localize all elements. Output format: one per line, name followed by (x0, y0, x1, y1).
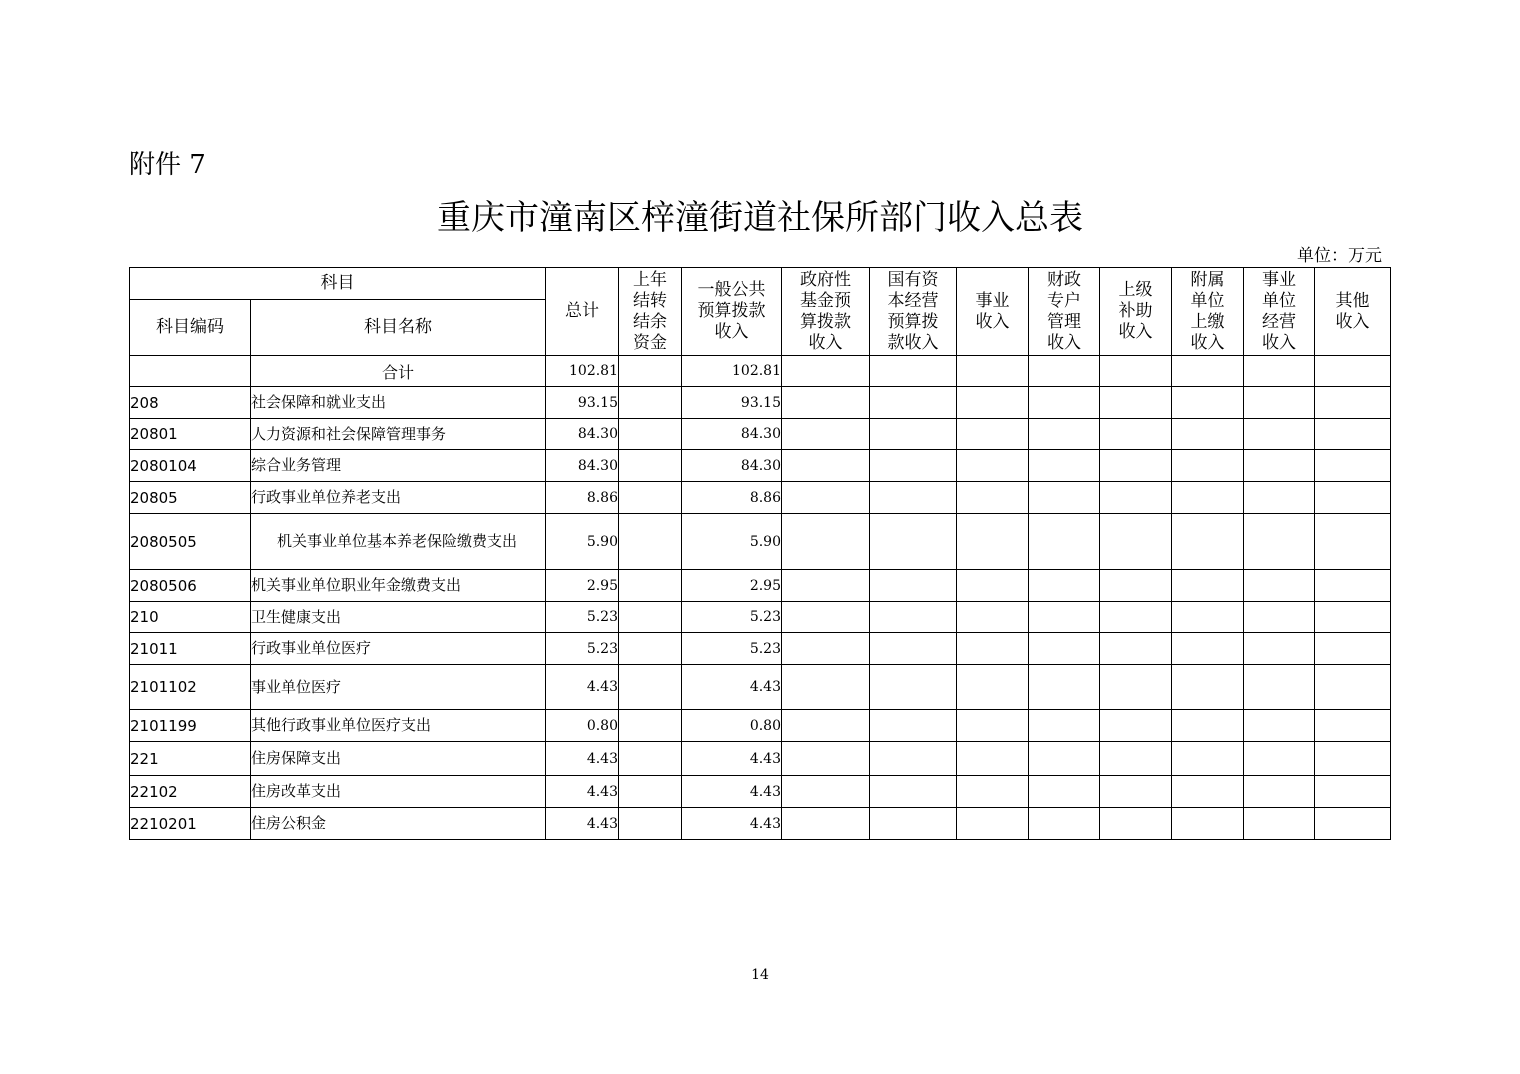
table-row: 210 卫生健康支出 5.23 5.23 (130, 602, 1391, 633)
header-fiscal-account: 财政专户管理收入 (1029, 268, 1100, 356)
unit-label: 单位：万元 (1297, 246, 1382, 266)
header-operating-income: 事业单位经营收入 (1244, 268, 1315, 356)
header-gov-fund: 政府性基金预算拨款收入 (782, 268, 870, 356)
table-row: 21011 行政事业单位医疗 5.23 5.23 (130, 633, 1391, 665)
table-row: 20801 人力资源和社会保障管理事务 84.30 84.30 (130, 419, 1391, 450)
total-general-value: 102.81 (682, 356, 782, 387)
header-general-budget: 一般公共预算拨款收入 (682, 268, 782, 356)
header-name: 科目名称 (251, 300, 546, 356)
table-row: 20805 行政事业单位养老支出 8.86 8.86 (130, 482, 1391, 514)
table-row: 2080506 机关事业单位职业年金缴费支出 2.95 2.95 (130, 570, 1391, 602)
table-row: 2210201 住房公积金 4.43 4.43 (130, 808, 1391, 840)
header-prior-carryover: 上年结转结余资金 (619, 268, 682, 356)
header-total: 总计 (546, 268, 619, 356)
header-state-capital: 国有资本经营预算拨款收入 (870, 268, 957, 356)
table-row: 221 住房保障支出 4.43 4.43 (130, 742, 1391, 776)
header-affiliated-turnover: 附属单位上缴收入 (1172, 268, 1244, 356)
header-business-income: 事业收入 (957, 268, 1029, 356)
table-row: 208 社会保障和就业支出 93.15 93.15 (130, 387, 1391, 419)
total-value: 102.81 (546, 356, 619, 387)
table-row: 2101199 其他行政事业单位医疗支出 0.80 0.80 (130, 710, 1391, 742)
header-subject: 科目 (130, 268, 546, 300)
header-code: 科目编码 (130, 300, 251, 356)
table-row: 2101102 事业单位医疗 4.43 4.43 (130, 665, 1391, 710)
total-label: 合计 (251, 356, 546, 387)
page-title: 重庆市潼南区梓潼街道社保所部门收入总表 (437, 198, 1083, 238)
page-number: 14 (751, 967, 769, 983)
income-summary-table (129, 267, 1391, 840)
header-other-income: 其他收入 (1315, 268, 1391, 356)
table-row: 2080104 综合业务管理 84.30 84.30 (130, 450, 1391, 482)
header-superior-subsidy: 上级补助收入 (1100, 268, 1172, 356)
table-row: 22102 住房改革支出 4.43 4.43 (130, 776, 1391, 808)
table-row: 2080505 机关事业单位基本养老保险缴费支出 5.90 5.90 (130, 514, 1391, 570)
attachment-label: 附件 7 (129, 150, 206, 180)
total-row (130, 356, 1391, 387)
